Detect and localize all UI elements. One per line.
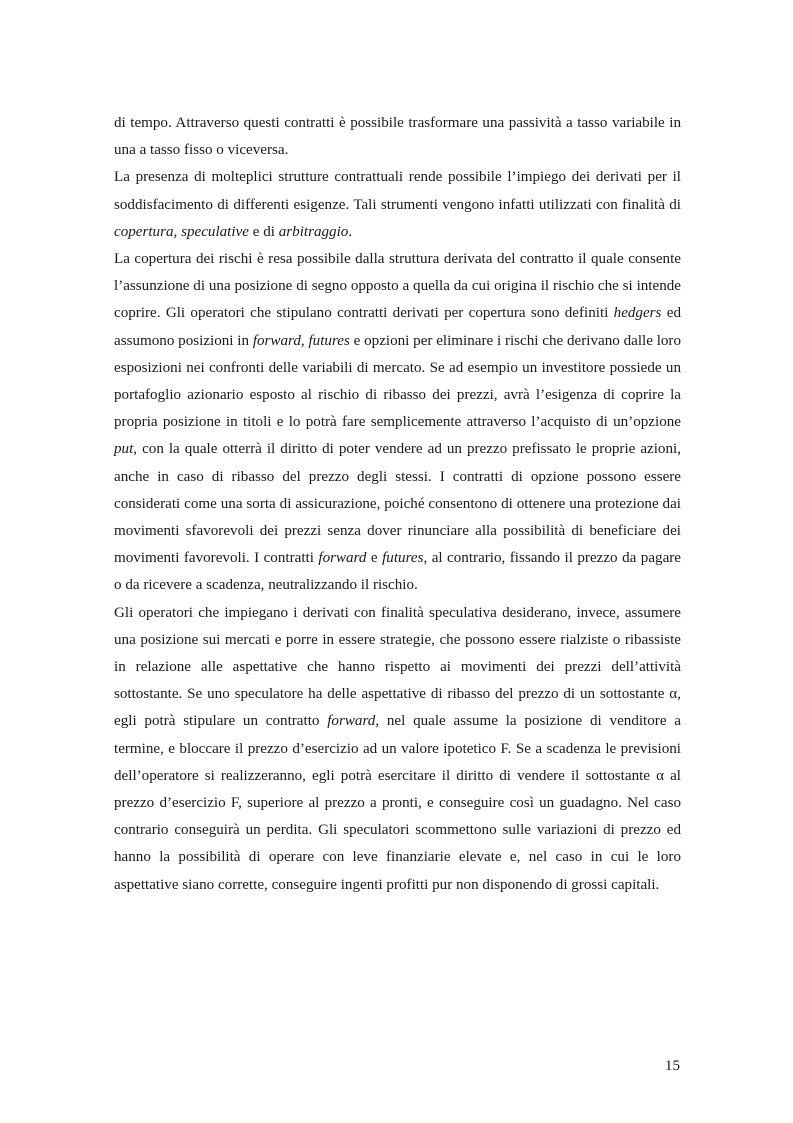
italic-term: futures	[382, 550, 424, 567]
text-segment: e di	[248, 223, 279, 240]
paragraph-4	[114, 600, 681, 899]
text-segment: , con la quale otterrà il diritto di poter vendere ad un prezzo prefissato le proprie azioni, anche in caso di ribasso del prezzo degli stessi. I contratti di opzione possono essere considerati come una sorta di assicurazione, poiché consentono di ottenere una protezione dai movimenti sfavorevoli dei prezzi senza dover rinunciare alla possibilità di beneficiare dei movimenti favorevoli. I contratti	[114, 441, 681, 567]
text-segment: e opzioni per eliminare i rischi che derivano dalle loro esposizioni nei confronti delle variabili di mercato. Se ad esempio un investitore possiede un portafoglio azionario esposto al rischio di ribasso dei prezzi, avrà l’esigenza di coprire la propria posizione in titoli e lo potrà fare semplicemente attraverso l’acquisto di un’opzione	[114, 332, 682, 431]
body-text	[114, 110, 681, 899]
paragraph-1	[114, 110, 681, 164]
text-segment: ,	[300, 332, 309, 349]
text-segment: La copertura dei rischi è resa possibile dalla struttura derivata del contratto il quale consente l’assunzione di una posizione di segno opposto a quella da cui origina il rischio che si intende coprire. Gli operatori che stipulano contratti derivati per copertura sono definiti	[114, 251, 681, 322]
italic-term: forward	[252, 332, 301, 349]
text-segment: , al contrario, fissando il prezzo da pagare o da ricevere a scadenza, neutralizzando il rischio.	[114, 550, 681, 594]
paragraph-2	[114, 164, 681, 246]
italic-term: forward	[327, 713, 376, 730]
text-segment: La presenza di molteplici strutture contrattuali rende possibile l’impiego dei derivati per il soddisfacimento di differenti esigenze. Tali strumenti vengono infatti utilizzati con finalità di	[114, 169, 681, 213]
italic-term: hedgers	[613, 305, 662, 322]
text-segment: di tempo. Attraverso questi contratti è possibile trasformare una passività a tasso variabile in una a tasso fisso o viceversa.	[114, 115, 681, 159]
text-segment: , nel quale assume la posizione di venditore a termine, e bloccare il prezzo d’esercizio ad un valore ipotetico F. Se a scadenza le previsioni dell’operatore si realizzeranno, egli potrà esercitare il diritto di vendere il sottostante α al prezzo d’esercizio F, superiore al prezzo a pronti, e conseguire così un guadagno. Nel caso contrario conseguirà un perdita. Gli speculatori scommettono sulle variazioni di prezzo ed hanno la possibilità di operare con leve finanziarie elevate e, nel caso in cui le loro aspettative siano corrette, conseguire ingenti profitti pur non disponendo di grossi capitali.	[114, 713, 681, 893]
italic-term: forward	[318, 550, 367, 567]
text-segment: .	[348, 223, 353, 240]
italic-term: copertura, speculative	[114, 223, 249, 240]
paragraph-3	[114, 246, 681, 600]
text-segment: ed assumono posizioni in	[114, 305, 681, 349]
text-segment: Gli operatori che impiegano i derivati con finalità speculativa desiderano, invece, assumere una posizione sui mercati e porre in essere strategie, che possono essere rialziste o ribassiste in relazione alle aspettative che hanno rispetto ai movimenti dei prezzi dell’attività sottostante. Se uno speculatore ha delle aspettative di ribasso del prezzo di un sottostante α, egli potrà stipulare un contratto	[114, 604, 681, 730]
page-number: 15	[664, 1058, 680, 1074]
italic-term: futures	[308, 332, 350, 349]
text-segment: e	[366, 550, 383, 567]
italic-term: arbitraggio	[278, 223, 349, 240]
italic-term: put	[114, 441, 134, 458]
